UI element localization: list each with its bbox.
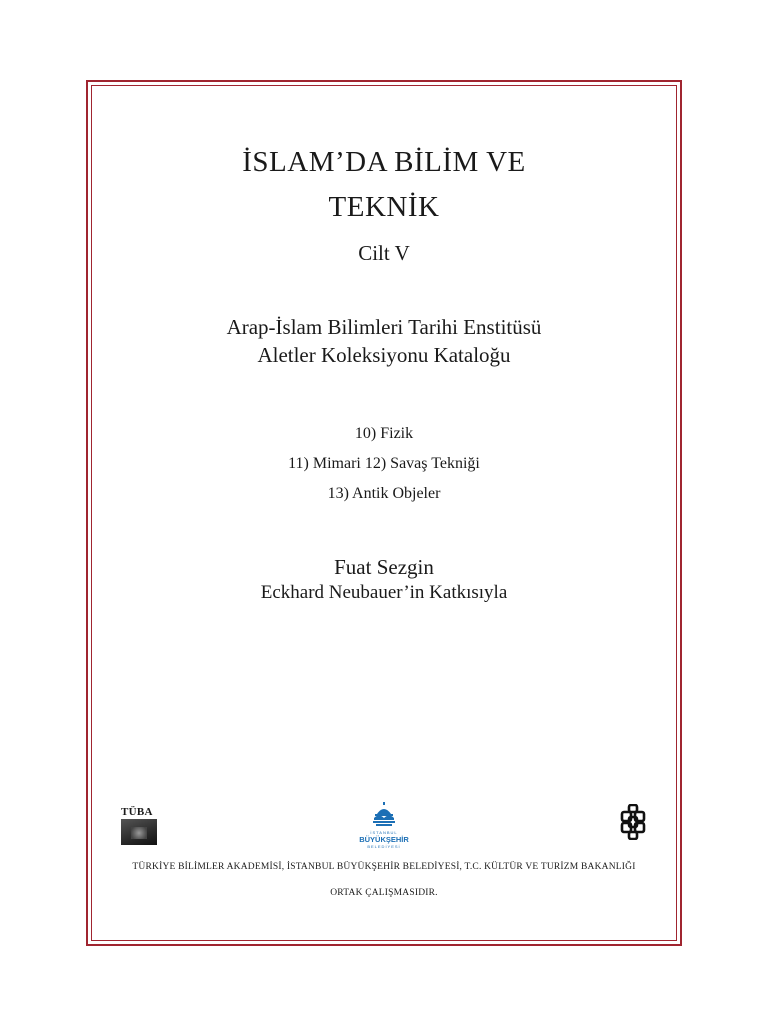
subtitle-line2: Aletler Koleksiyonu Kataloğu: [257, 343, 511, 367]
mosque-icon: [373, 802, 395, 826]
subtitle: [91, 313, 677, 369]
section-list: [91, 419, 677, 509]
ibb-logo: [354, 802, 414, 849]
knot-emblem-icon: [620, 804, 646, 840]
ibb-bottom-text: BELEDİYESİ: [367, 844, 401, 849]
author-name: Fuat Sezgin: [334, 555, 434, 579]
volume-label: Cilt V: [358, 241, 410, 265]
section-item: 11) Mimari 12) Savaş Tekniği: [288, 455, 480, 472]
contribution-line: Eckhard Neubauer’in Katkısıyla: [260, 582, 508, 603]
book-title-line1: İSLAM’DA BİLİM VE: [242, 146, 526, 178]
ibb-name-text: BÜYÜKŞEHİR: [359, 835, 409, 844]
section-item: 13) Antik Objeler: [327, 485, 441, 502]
tuba-logo-image: [121, 819, 157, 845]
ibb-top-text: İSTANBUL: [370, 830, 398, 835]
footer-institutions: TÜRKİYE BİLİMLER AKADEMİSİ, İSTANBUL BÜYÜKŞEHİR BELEDİYESİ, T.C. KÜLTÜR VE TURİZM BAKANLIĞI: [132, 862, 636, 872]
book-title-line2: TEKNİK: [328, 191, 440, 223]
tuba-logo-text: TÜBA: [121, 806, 153, 818]
section-item: 10) Fizik: [354, 425, 414, 442]
book-title: [91, 146, 677, 223]
footer-joint-work: ORTAK ÇALIŞMASIDIR.: [330, 888, 438, 898]
subtitle-line1: Arap-İslam Bilimleri Tarihi Enstitüsü: [226, 315, 542, 339]
tuba-logo: [121, 806, 161, 845]
